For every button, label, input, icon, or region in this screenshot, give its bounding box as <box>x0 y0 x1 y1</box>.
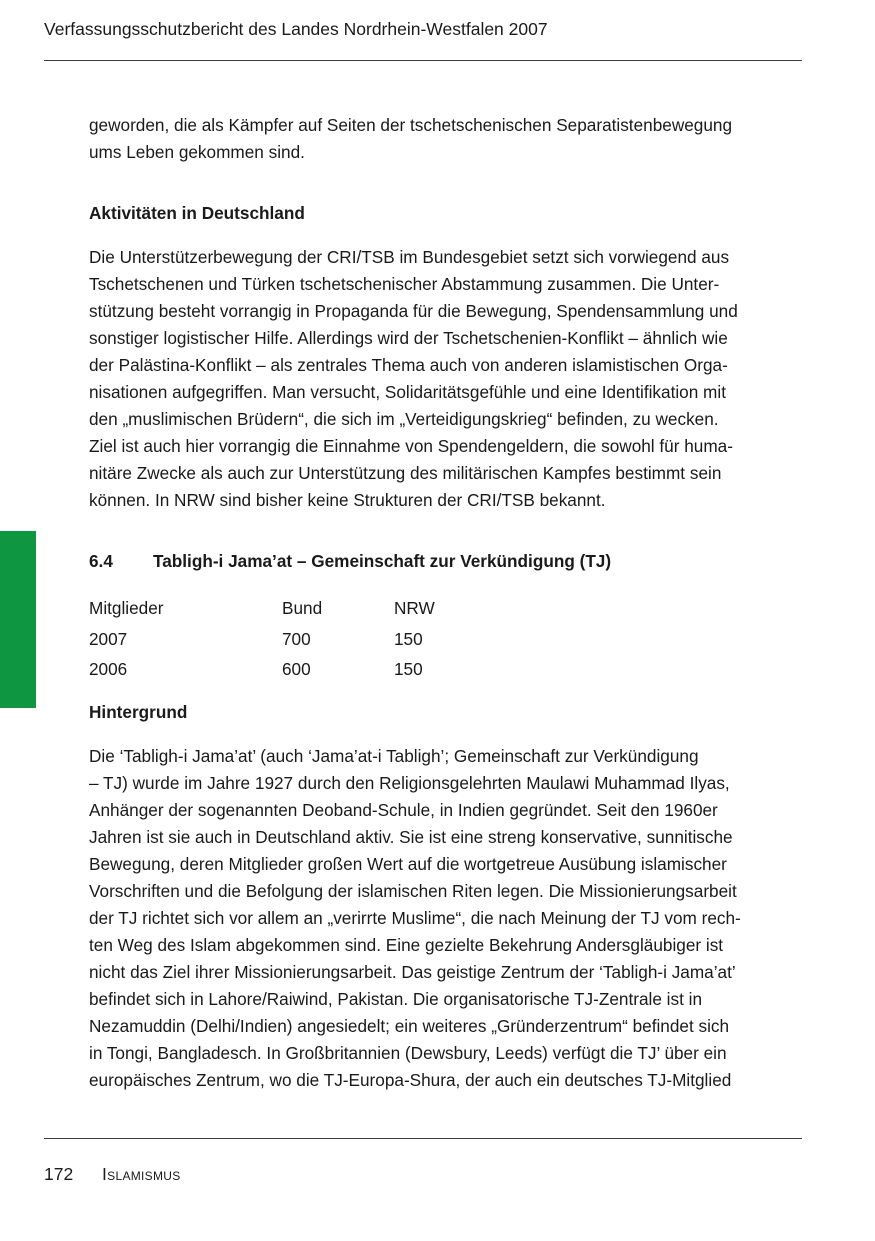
text-line: Tschetschenen und Türken tschetschenischer Abstammung zusammen. Die Unter- <box>89 274 720 294</box>
running-header: Verfassungsschutzbericht des Landes Nordrhein-Westfalen 2007 <box>44 19 548 39</box>
table-cell: 150 <box>394 659 423 679</box>
table-cell: 700 <box>282 628 311 649</box>
text-line: europäisches Zentrum, wo die TJ-Europa-Shura, der auch ein deutsches TJ-Mitglied <box>89 1069 732 1090</box>
table-header-cell: Mitglieder <box>89 598 164 618</box>
footer-rule <box>44 1138 802 1139</box>
text-line: Bewegung, deren Mitglieder großen Wert auf die wortgetreue Ausübung islamischer <box>89 853 727 874</box>
text-line: sonstiger logistischer Hilfe. Allerdings wird der Tschetschenien-Konflikt – ähnlich wie <box>89 328 728 348</box>
text-line: in Tongi, Bangladesch. In Großbritannien (Dewsbury, Leeds) verfügt die TJ’ über ein <box>89 1042 727 1063</box>
chapter-label: Islamismus <box>102 1164 181 1184</box>
activities-heading: Aktivitäten in Deutschland <box>89 203 305 223</box>
chapter-side-tab <box>0 531 36 708</box>
text-line: befindet sich in Lahore/Raiwind, Pakistan. Die organisatorische TJ-Zentrale ist in <box>89 988 703 1009</box>
text-line: nicht das Ziel ihrer Missionierungsarbeit. Das geistige Zentrum der ‘Tabligh-i Jama’at’ <box>89 961 736 982</box>
page-body <box>89 112 801 1094</box>
text-line: Vorschriften und die Befolgung der islamischen Riten legen. Die Missionierungsarbeit <box>89 880 737 901</box>
text-line: Jahren ist sie auch in Deutschland aktiv. Sie ist eine streng konservative, sunnitische <box>89 826 733 847</box>
text-line: den „muslimischen Brüdern“, die sich im „Verteidigungskrieg“ befinden, zu wecken. <box>89 409 719 429</box>
activities-paragraph <box>89 244 801 514</box>
section-heading <box>89 548 801 575</box>
intro-paragraph <box>89 112 801 166</box>
section-title: Tabligh-i Jama’at – Gemeinschaft zur Verkündigung (TJ) <box>153 551 612 571</box>
table-cell: 150 <box>394 628 423 649</box>
table-header-cell: NRW <box>394 598 435 618</box>
text-line: nitäre Zwecke als auch zur Unterstützung des militärischen Kampfes bestimmt sein <box>89 463 722 483</box>
text-line: ten Weg des Islam abgekommen sind. Eine gezielte Bekehrung Andersgläubiger ist <box>89 934 724 955</box>
text-line: stützung besteht vorrangig in Propaganda für die Bewegung, Spendensammlung und <box>89 301 738 321</box>
text-line: – TJ) wurde im Jahre 1927 durch den Religionsgelehrten Maulawi Muhammad Ilyas, <box>89 772 730 793</box>
table-row <box>89 656 435 687</box>
table-cell: 600 <box>282 659 311 679</box>
members-table <box>89 595 435 687</box>
text-line: können. In NRW sind bisher keine Strukturen der CRI/TSB bekannt. <box>89 490 606 510</box>
text-line: Ziel ist auch hier vorrangig die Einnahme von Spendengeldern, die sowohl für huma- <box>89 436 733 456</box>
text-line: Nezamuddin (Delhi/Indien) angesiedelt; ein weiteres „Gründerzentrum“ befindet sich <box>89 1015 730 1036</box>
text-line: Die Unterstützerbewegung der CRI/TSB im Bundesgebiet setzt sich vorwiegend aus <box>89 247 730 267</box>
table-header-row <box>89 595 435 626</box>
header-rule <box>44 60 802 61</box>
page-footer <box>44 1163 181 1185</box>
background-heading: Hintergrund <box>89 701 188 722</box>
table-header-cell: Bund <box>282 598 323 618</box>
page-number: 172 <box>44 1164 74 1184</box>
background-paragraph <box>89 743 801 1094</box>
table-cell: 2007 <box>89 628 128 649</box>
table-row <box>89 626 435 657</box>
section-number: 6.4 <box>89 551 113 571</box>
text-line: geworden, die als Kämpfer auf Seiten der tschetschenischen Separatistenbewegung <box>89 115 733 135</box>
text-line: Die ‘Tabligh-i Jama’at’ (auch ‘Jama’at-i Tabligh’; Gemeinschaft zur Verkündigung <box>89 745 699 766</box>
text-line: der TJ richtet sich vor allem an „verirrte Muslime“, die nach Meinung der TJ vom rech- <box>89 907 741 928</box>
table-cell: 2006 <box>89 659 128 679</box>
text-line: nisationen aufgegriffen. Man versucht, Solidaritätsgefühle und eine Identifikation mit <box>89 382 726 402</box>
text-line: ums Leben gekommen sind. <box>89 142 305 162</box>
text-line: Anhänger der sogenannten Deoband-Schule, in Indien gegründet. Seit den 1960er <box>89 799 718 820</box>
text-line: der Palästina-Konflikt – als zentrales Thema auch von anderen islamistischen Orga- <box>89 355 728 375</box>
